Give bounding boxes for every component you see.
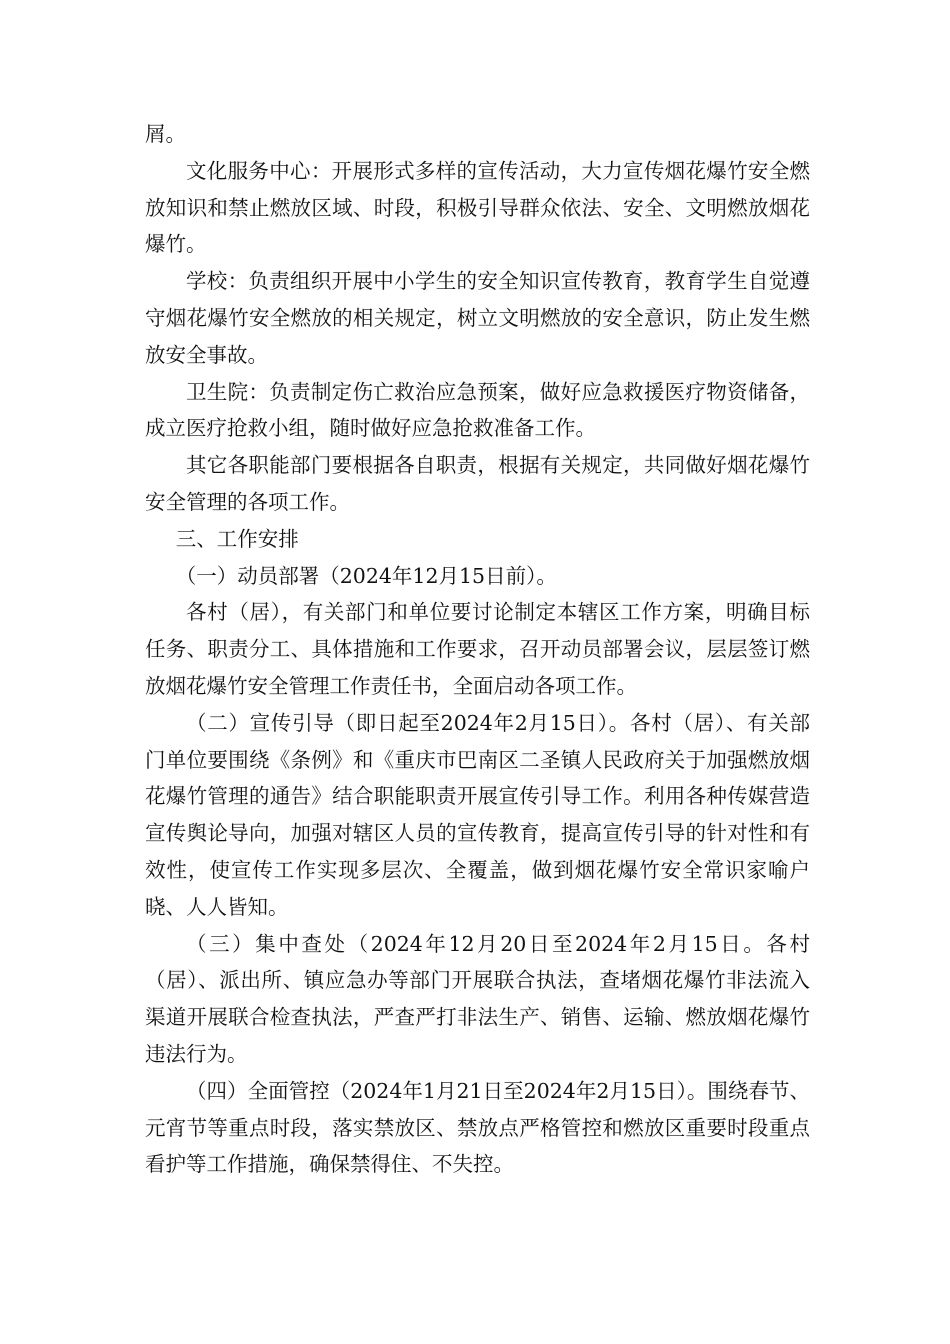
- paragraph-other-departments: 其它各职能部门要根据各自职责，根据有关规定，共同做好烟花爆竹安全管理的各项工作。: [145, 453, 810, 514]
- paragraph-continuation: 屑。: [145, 122, 186, 146]
- paragraph-full-control: （四）全面管控（2024年1月21日至2024年2月15日）。围绕春节、元宵节等重点时段，落实禁放区、禁放点严格管控和燃放区重要时段重点看护等工作措施，确保禁得住、不失控。: [145, 1078, 810, 1177]
- paragraph-school: 学校：负责组织开展中小学生的安全知识宣传教育，教育学生自觉遵守烟花爆竹安全燃放的相关规定，树立文明燃放的安全意识，防止发生燃放安全事故。: [145, 269, 810, 367]
- paragraph-culture-center: 文化服务中心：开展形式多样的宣传活动，大力宣传烟花爆竹安全燃放知识和禁止燃放区域、时段，积极引导群众依法、安全、文明燃放烟花爆竹。: [145, 158, 810, 257]
- section-heading-work-arrangement: 三、工作安排: [175, 526, 299, 551]
- paragraph-health-center: 卫生院：负责制定伤亡救治应急预案，做好应急救援医疗物资储备，成立医疗抢救小组，随时做好应急抢救准备工作。: [145, 379, 810, 441]
- paragraph-publicity: （二）宣传引导（即日起至2024年2月15日）。各村（居）、有关部门单位要围绕《条例》和《重庆市巴南区二圣镇人民政府关于加强燃放烟花爆竹管理的通告》结合职能职责开展宣传引导工作。利用各种传媒营造宣传舆论导向，加强对辖区人员的宣传教育，提高宣传引导的针对性和有效性，使宣传工作实现多层次、全覆盖，做到烟花爆竹安全常识家喻户晓、人人皆知。: [145, 710, 810, 919]
- paragraph-investigation: （三）集中查处（2024年12月20日至2024年2月15日。各村（居）、派出所、镇应急办等部门开展联合执法，查堵烟花爆竹非法流入渠道开展联合检查执法，严查严打非法生产、销售、运输、燃放烟花爆竹违法行为。: [145, 931, 810, 1066]
- subheading-mobilization: （一）动员部署（2024年12月15日前）。: [175, 563, 557, 588]
- document-body: [145, 116, 810, 1183]
- paragraph-mobilization: 各村（居），有关部门和单位要讨论制定本辖区工作方案，明确目标任务、职责分工、具体措施和工作要求，召开动员部署会议，层层签订燃放烟花爆竹安全管理工作责任书，全面启动各项工作。: [145, 600, 810, 698]
